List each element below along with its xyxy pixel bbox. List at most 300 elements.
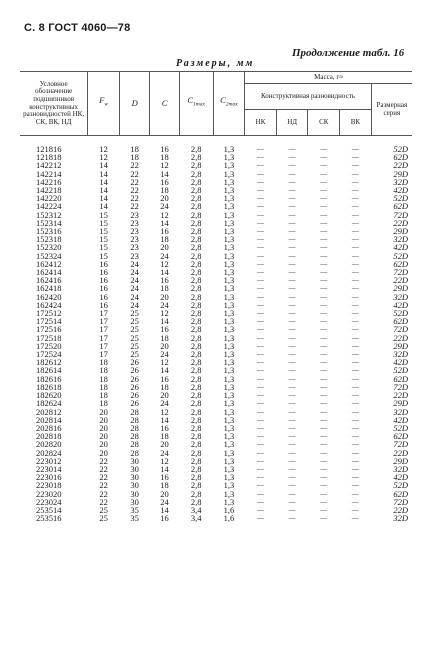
cell-d: 18 bbox=[130, 145, 139, 154]
cell-series: 42D bbox=[393, 473, 408, 482]
cell-designation: 152320 bbox=[36, 243, 62, 252]
cell-mass-vk: — bbox=[351, 227, 359, 236]
cell-mass-nk: — bbox=[257, 251, 265, 260]
cell-c1max: 2,8 bbox=[190, 350, 202, 359]
table-row bbox=[20, 416, 412, 424]
cell-c: 12 bbox=[160, 161, 169, 170]
cell-mass-nk: — bbox=[257, 333, 265, 342]
cell-c2max: 1,3 bbox=[223, 259, 235, 269]
page-header: С. 8 ГОСТ 4060—78 bbox=[24, 22, 131, 34]
cell-c: 16 bbox=[160, 374, 169, 383]
cell-c: 16 bbox=[160, 276, 169, 285]
cell-fw: 17 bbox=[99, 317, 108, 326]
cell-d: 28 bbox=[130, 415, 139, 424]
cell-c1max: 2,8 bbox=[190, 415, 202, 424]
cell-c1max: 2,8 bbox=[190, 366, 202, 375]
cell-d: 24 bbox=[130, 276, 139, 285]
cell-c1max: 2,8 bbox=[190, 202, 202, 211]
cell-series: 42D bbox=[393, 186, 408, 195]
cell-mass-vk: — bbox=[351, 407, 359, 416]
cell-c1max: 2,8 bbox=[190, 464, 202, 474]
cell-mass-nk: — bbox=[257, 284, 265, 293]
cell-mass-nd: — bbox=[288, 366, 296, 375]
table-row bbox=[20, 424, 412, 432]
cell-c2max: 1,3 bbox=[223, 268, 235, 277]
cell-c1max: 2,8 bbox=[190, 341, 202, 351]
cell-mass-sk: — bbox=[320, 415, 328, 424]
cell-fw: 15 bbox=[99, 227, 108, 236]
cell-mass-nk: — bbox=[257, 440, 265, 449]
cell-designation: 152316 bbox=[36, 227, 62, 236]
cell-c: 12 bbox=[160, 407, 169, 416]
cell-series: 29D bbox=[393, 284, 408, 293]
cell-mass-sk: — bbox=[320, 489, 328, 498]
cell-mass-sk: — bbox=[320, 276, 328, 285]
cell-mass-nk: — bbox=[257, 341, 265, 350]
cell-mass-vk: — bbox=[351, 325, 359, 334]
cell-mass-sk: — bbox=[320, 218, 328, 227]
table-row bbox=[20, 350, 412, 358]
cell-series: 72D bbox=[393, 440, 408, 449]
cell-c2max: 1,3 bbox=[223, 300, 235, 310]
cell-fw: 14 bbox=[99, 194, 108, 203]
cell-fw: 16 bbox=[99, 292, 108, 301]
cell-mass-sk: — bbox=[320, 464, 328, 473]
variant-nd-header: НД bbox=[276, 110, 308, 136]
cell-designation: 172512 bbox=[36, 309, 62, 318]
cell-designation: 253516 bbox=[36, 514, 62, 523]
cell-d: 25 bbox=[130, 341, 139, 351]
cell-mass-nd: — bbox=[288, 186, 296, 195]
cell-c1max: 2,8 bbox=[190, 317, 202, 326]
cell-mass-sk: — bbox=[320, 407, 328, 416]
cell-mass-vk: — bbox=[351, 284, 359, 293]
cell-fw: 14 bbox=[99, 202, 108, 211]
cell-c2max: 1,3 bbox=[223, 202, 235, 211]
table-row bbox=[20, 145, 412, 153]
cell-designation: 223024 bbox=[36, 497, 62, 506]
cell-c2max: 1,3 bbox=[223, 448, 235, 457]
cell-mass-nd: — bbox=[288, 456, 296, 465]
table-row bbox=[20, 276, 412, 284]
cell-designation: 182620 bbox=[36, 391, 62, 400]
cell-c2max: 1,3 bbox=[223, 333, 235, 342]
cell-mass-nk: — bbox=[257, 186, 265, 195]
cell-designation: 121818 bbox=[36, 153, 62, 162]
cell-fw: 18 bbox=[99, 358, 108, 367]
cell-d: 24 bbox=[130, 284, 139, 293]
cell-mass-sk: — bbox=[320, 374, 328, 383]
table-row bbox=[20, 186, 412, 194]
cell-mass-vk: — bbox=[351, 489, 359, 498]
cell-mass-nk: — bbox=[257, 514, 265, 523]
cell-mass-nd: — bbox=[288, 391, 296, 400]
cell-c1max: 2,8 bbox=[190, 407, 202, 416]
cell-c: 12 bbox=[160, 259, 169, 269]
cell-mass-sk: — bbox=[320, 382, 328, 391]
cell-mass-sk: — bbox=[320, 456, 328, 465]
cell-c1max: 2,8 bbox=[190, 440, 202, 449]
cell-designation: 223018 bbox=[36, 481, 62, 490]
cell-mass-sk: — bbox=[320, 358, 328, 367]
cell-c2max: 1,3 bbox=[223, 153, 235, 162]
cell-mass-sk: — bbox=[320, 432, 328, 441]
cell-mass-nd: — bbox=[288, 177, 296, 186]
cell-designation: 162414 bbox=[36, 268, 62, 277]
cell-mass-vk: — bbox=[351, 292, 359, 301]
cell-mass-nk: — bbox=[257, 358, 265, 367]
cell-fw: 14 bbox=[99, 177, 108, 187]
cell-c2max: 1,3 bbox=[223, 415, 235, 424]
cell-c1max: 2,8 bbox=[190, 391, 202, 400]
cell-series: 72D bbox=[393, 497, 408, 506]
cell-d: 26 bbox=[130, 391, 139, 400]
cell-designation: 223014 bbox=[36, 464, 62, 474]
cell-mass-sk: — bbox=[320, 292, 328, 301]
cell-designation: 172524 bbox=[36, 350, 62, 359]
d-header: D bbox=[119, 72, 149, 136]
cell-mass-nk: — bbox=[257, 432, 265, 441]
cell-d: 30 bbox=[130, 489, 139, 498]
cell-mass-sk: — bbox=[320, 341, 328, 350]
construct-header: Конструктивная разновидность bbox=[245, 84, 372, 110]
cell-designation: 142216 bbox=[36, 177, 62, 187]
cell-c1max: 2,8 bbox=[190, 243, 202, 252]
cell-series: 32D bbox=[393, 407, 408, 416]
series-header: Размерная серия bbox=[371, 84, 412, 136]
cell-c1max: 2,8 bbox=[190, 473, 202, 482]
cell-mass-nd: — bbox=[288, 497, 296, 506]
cell-mass-sk: — bbox=[320, 366, 328, 375]
cell-c1max: 2,8 bbox=[190, 432, 202, 441]
cell-series: 62D bbox=[393, 489, 408, 498]
cell-mass-vk: — bbox=[351, 300, 359, 309]
cell-mass-nd: — bbox=[288, 473, 296, 482]
cell-mass-nk: — bbox=[257, 153, 265, 162]
cell-mass-vk: — bbox=[351, 440, 359, 449]
cell-fw: 17 bbox=[99, 350, 108, 359]
table-row bbox=[20, 375, 412, 383]
cell-c2max: 1,3 bbox=[223, 382, 235, 392]
table-row bbox=[20, 514, 412, 522]
cell-c: 14 bbox=[160, 505, 169, 515]
cell-designation: 202812 bbox=[36, 407, 62, 416]
cell-mass-vk: — bbox=[351, 194, 359, 203]
cell-mass-sk: — bbox=[320, 300, 328, 309]
cell-fw: 18 bbox=[99, 374, 108, 383]
cell-mass-vk: — bbox=[351, 456, 359, 465]
cell-c: 20 bbox=[160, 243, 169, 252]
cell-c2max: 1,3 bbox=[223, 358, 235, 367]
cell-mass-sk: — bbox=[320, 350, 328, 359]
cell-d: 22 bbox=[130, 194, 139, 203]
cell-c2max: 1,3 bbox=[223, 473, 235, 482]
cell-d: 28 bbox=[130, 423, 139, 433]
cell-c2max: 1,6 bbox=[223, 514, 235, 523]
cell-c1max: 2,8 bbox=[190, 309, 202, 318]
cell-series: 29D bbox=[393, 169, 408, 178]
cell-mass-nd: — bbox=[288, 489, 296, 498]
cell-series: 32D bbox=[393, 464, 408, 474]
cell-mass-nd: — bbox=[288, 202, 296, 211]
cell-series: 22D bbox=[393, 448, 408, 457]
cell-mass-nd: — bbox=[288, 194, 296, 203]
cell-c2max: 1,3 bbox=[223, 366, 235, 375]
cell-mass-nk: — bbox=[257, 194, 265, 203]
cell-mass-sk: — bbox=[320, 243, 328, 252]
cell-designation: 202820 bbox=[36, 440, 62, 449]
cell-designation: 162418 bbox=[36, 284, 62, 293]
cell-mass-vk: — bbox=[351, 341, 359, 350]
cell-c1max: 2,8 bbox=[190, 489, 202, 498]
table-row bbox=[20, 342, 412, 350]
cell-designation: 202824 bbox=[36, 448, 62, 457]
cell-mass-vk: — bbox=[351, 202, 359, 211]
cell-series: 29D bbox=[393, 456, 408, 465]
cell-c2max: 1,3 bbox=[223, 456, 235, 465]
cell-designation: 182614 bbox=[36, 366, 62, 375]
cell-mass-sk: — bbox=[320, 177, 328, 186]
cell-mass-nk: — bbox=[257, 169, 265, 178]
table-row bbox=[20, 161, 412, 169]
cell-d: 23 bbox=[130, 235, 139, 244]
cell-mass-sk: — bbox=[320, 202, 328, 211]
cell-designation: 202814 bbox=[36, 415, 62, 424]
table-row bbox=[20, 268, 412, 276]
table-row bbox=[20, 449, 412, 457]
cell-designation: 182612 bbox=[36, 358, 62, 367]
table-row bbox=[20, 202, 412, 210]
c2max-header: $C_{2max}$ bbox=[213, 72, 245, 136]
cell-c: 18 bbox=[160, 186, 169, 195]
cell-mass-vk: — bbox=[351, 399, 359, 408]
c1max-header: $C_{1max}$ bbox=[179, 72, 213, 136]
cell-d: 26 bbox=[130, 382, 139, 392]
cell-mass-vk: — bbox=[351, 464, 359, 473]
cell-mass-vk: — bbox=[351, 235, 359, 244]
table-row bbox=[20, 383, 412, 391]
cell-c: 18 bbox=[160, 432, 169, 441]
cell-mass-vk: — bbox=[351, 374, 359, 383]
cell-mass-nd: — bbox=[288, 309, 296, 318]
cell-c1max: 2,8 bbox=[190, 300, 202, 310]
cell-mass-nk: — bbox=[257, 309, 265, 318]
table-row bbox=[20, 317, 412, 325]
table-row bbox=[20, 473, 412, 481]
cell-c2max: 1,3 bbox=[223, 292, 235, 301]
cell-mass-vk: — bbox=[351, 317, 359, 326]
cell-c1max: 2,8 bbox=[190, 497, 202, 506]
cell-c1max: 2,8 bbox=[190, 276, 202, 285]
cell-c2max: 1,3 bbox=[223, 210, 235, 219]
cell-c1max: 3,4 bbox=[190, 505, 202, 515]
cell-mass-nk: — bbox=[257, 366, 265, 375]
cell-series: 22D bbox=[393, 218, 408, 228]
cell-mass-sk: — bbox=[320, 251, 328, 260]
cell-fw: 14 bbox=[99, 186, 108, 195]
cell-series: 32D bbox=[393, 177, 408, 187]
cell-mass-vk: — bbox=[351, 497, 359, 506]
cell-mass-nd: — bbox=[288, 341, 296, 350]
cell-c1max: 2,8 bbox=[190, 235, 202, 244]
cell-mass-nd: — bbox=[288, 505, 296, 514]
table-row bbox=[20, 260, 412, 268]
cell-c: 20 bbox=[160, 489, 169, 498]
table-row bbox=[20, 432, 412, 440]
cell-fw: 18 bbox=[99, 366, 108, 375]
cell-mass-nd: — bbox=[288, 292, 296, 301]
cell-d: 22 bbox=[130, 177, 139, 187]
cell-c2max: 1,3 bbox=[223, 407, 235, 416]
cell-mass-vk: — bbox=[351, 210, 359, 219]
cell-mass-nk: — bbox=[257, 505, 265, 514]
table-row bbox=[20, 211, 412, 219]
cell-c: 16 bbox=[160, 145, 169, 154]
cell-series: 32D bbox=[393, 235, 408, 244]
cell-series: 62D bbox=[393, 374, 408, 383]
cell-c1max: 2,8 bbox=[190, 358, 202, 367]
cell-d: 30 bbox=[130, 473, 139, 482]
cell-mass-sk: — bbox=[320, 153, 328, 162]
table-row bbox=[20, 153, 412, 161]
cell-mass-sk: — bbox=[320, 194, 328, 203]
cell-designation: 162420 bbox=[36, 292, 62, 301]
cell-mass-vk: — bbox=[351, 268, 359, 277]
cell-c: 14 bbox=[160, 268, 169, 277]
bearings-table bbox=[20, 71, 412, 522]
cell-mass-sk: — bbox=[320, 284, 328, 293]
cell-mass-nd: — bbox=[288, 399, 296, 408]
cell-fw: 18 bbox=[99, 382, 108, 392]
cell-d: 23 bbox=[130, 251, 139, 260]
cell-c1max: 2,8 bbox=[190, 218, 202, 228]
table-row bbox=[20, 219, 412, 227]
cell-fw: 20 bbox=[99, 432, 108, 441]
cell-mass-nd: — bbox=[288, 145, 296, 153]
cell-d: 35 bbox=[130, 505, 139, 515]
cell-mass-sk: — bbox=[320, 169, 328, 178]
cell-mass-vk: — bbox=[351, 169, 359, 178]
cell-mass-nk: — bbox=[257, 415, 265, 424]
cell-d: 23 bbox=[130, 210, 139, 219]
cell-d: 18 bbox=[130, 153, 139, 162]
cell-d: 22 bbox=[130, 169, 139, 178]
cell-c: 20 bbox=[160, 194, 169, 203]
cell-series: 52D bbox=[393, 145, 408, 154]
cell-c: 14 bbox=[160, 415, 169, 424]
cell-c1max: 2,8 bbox=[190, 284, 202, 293]
cell-designation: 142212 bbox=[36, 161, 62, 170]
cell-c2max: 1,3 bbox=[223, 235, 235, 244]
cell-fw: 15 bbox=[99, 251, 108, 260]
cell-mass-vk: — bbox=[351, 473, 359, 482]
cell-mass-vk: — bbox=[351, 505, 359, 514]
cell-series: 22D bbox=[393, 161, 408, 170]
cell-mass-vk: — bbox=[351, 186, 359, 195]
cell-designation: 202818 bbox=[36, 432, 62, 441]
cell-mass-nk: — bbox=[257, 161, 265, 170]
cell-c2max: 1,6 bbox=[223, 505, 235, 515]
cell-series: 52D bbox=[393, 423, 408, 433]
cell-c2max: 1,3 bbox=[223, 391, 235, 400]
cell-mass-nk: — bbox=[257, 202, 265, 211]
cell-mass-nd: — bbox=[288, 235, 296, 244]
cell-c1max: 2,8 bbox=[190, 145, 202, 154]
cell-d: 28 bbox=[130, 432, 139, 441]
cell-d: 26 bbox=[130, 374, 139, 383]
cell-c: 18 bbox=[160, 481, 169, 490]
cell-designation: 172518 bbox=[36, 333, 62, 342]
cell-mass-nk: — bbox=[257, 300, 265, 309]
cell-c: 24 bbox=[160, 497, 169, 506]
cell-designation: 202816 bbox=[36, 423, 62, 433]
cell-d: 22 bbox=[130, 186, 139, 195]
cell-designation: 172520 bbox=[36, 341, 62, 351]
cell-fw: 22 bbox=[99, 473, 108, 482]
table-row bbox=[20, 399, 412, 407]
cell-d: 26 bbox=[130, 366, 139, 375]
cell-mass-vk: — bbox=[351, 448, 359, 457]
cell-mass-nk: — bbox=[257, 391, 265, 400]
cell-mass-vk: — bbox=[351, 366, 359, 375]
cell-c: 24 bbox=[160, 251, 169, 260]
table-row bbox=[20, 334, 412, 342]
cell-d: 22 bbox=[130, 202, 139, 211]
cell-mass-nd: — bbox=[288, 317, 296, 326]
table-row bbox=[20, 170, 412, 178]
cell-mass-vk: — bbox=[351, 358, 359, 367]
cell-fw: 14 bbox=[99, 169, 108, 178]
cell-series: 42D bbox=[393, 415, 408, 424]
cell-d: 22 bbox=[130, 161, 139, 170]
table-row bbox=[20, 408, 412, 416]
cell-series: 62D bbox=[393, 202, 408, 211]
cell-d: 24 bbox=[130, 259, 139, 269]
cell-d: 30 bbox=[130, 464, 139, 474]
cell-d: 25 bbox=[130, 333, 139, 342]
cell-d: 26 bbox=[130, 399, 139, 408]
cell-fw: 15 bbox=[99, 210, 108, 219]
cell-c2max: 1,3 bbox=[223, 243, 235, 252]
cell-d: 30 bbox=[130, 497, 139, 506]
cell-d: 28 bbox=[130, 448, 139, 457]
cell-c2max: 1,3 bbox=[223, 497, 235, 506]
cell-designation: 152314 bbox=[36, 218, 62, 228]
cell-c: 18 bbox=[160, 284, 169, 293]
cell-mass-nd: — bbox=[288, 382, 296, 391]
cell-designation: 172514 bbox=[36, 317, 62, 326]
cell-designation: 162416 bbox=[36, 276, 62, 285]
cell-fw: 22 bbox=[99, 497, 108, 506]
cell-series: 72D bbox=[393, 210, 408, 219]
cell-designation: 182618 bbox=[36, 382, 62, 392]
cell-mass-nk: — bbox=[257, 473, 265, 482]
cell-mass-nk: — bbox=[257, 350, 265, 359]
cell-d: 24 bbox=[130, 292, 139, 301]
cell-c2max: 1,3 bbox=[223, 218, 235, 228]
cell-mass-sk: — bbox=[320, 423, 328, 432]
cell-fw: 16 bbox=[99, 284, 108, 293]
cell-c2max: 1,3 bbox=[223, 440, 235, 449]
cell-mass-nk: — bbox=[257, 317, 265, 326]
cell-series: 42D bbox=[393, 243, 408, 252]
cell-d: 25 bbox=[130, 325, 139, 334]
table-row bbox=[20, 391, 412, 399]
cell-mass-vk: — bbox=[351, 333, 359, 342]
cell-c: 16 bbox=[160, 473, 169, 482]
cell-c1max: 2,8 bbox=[190, 448, 202, 457]
cell-mass-vk: — bbox=[351, 432, 359, 441]
